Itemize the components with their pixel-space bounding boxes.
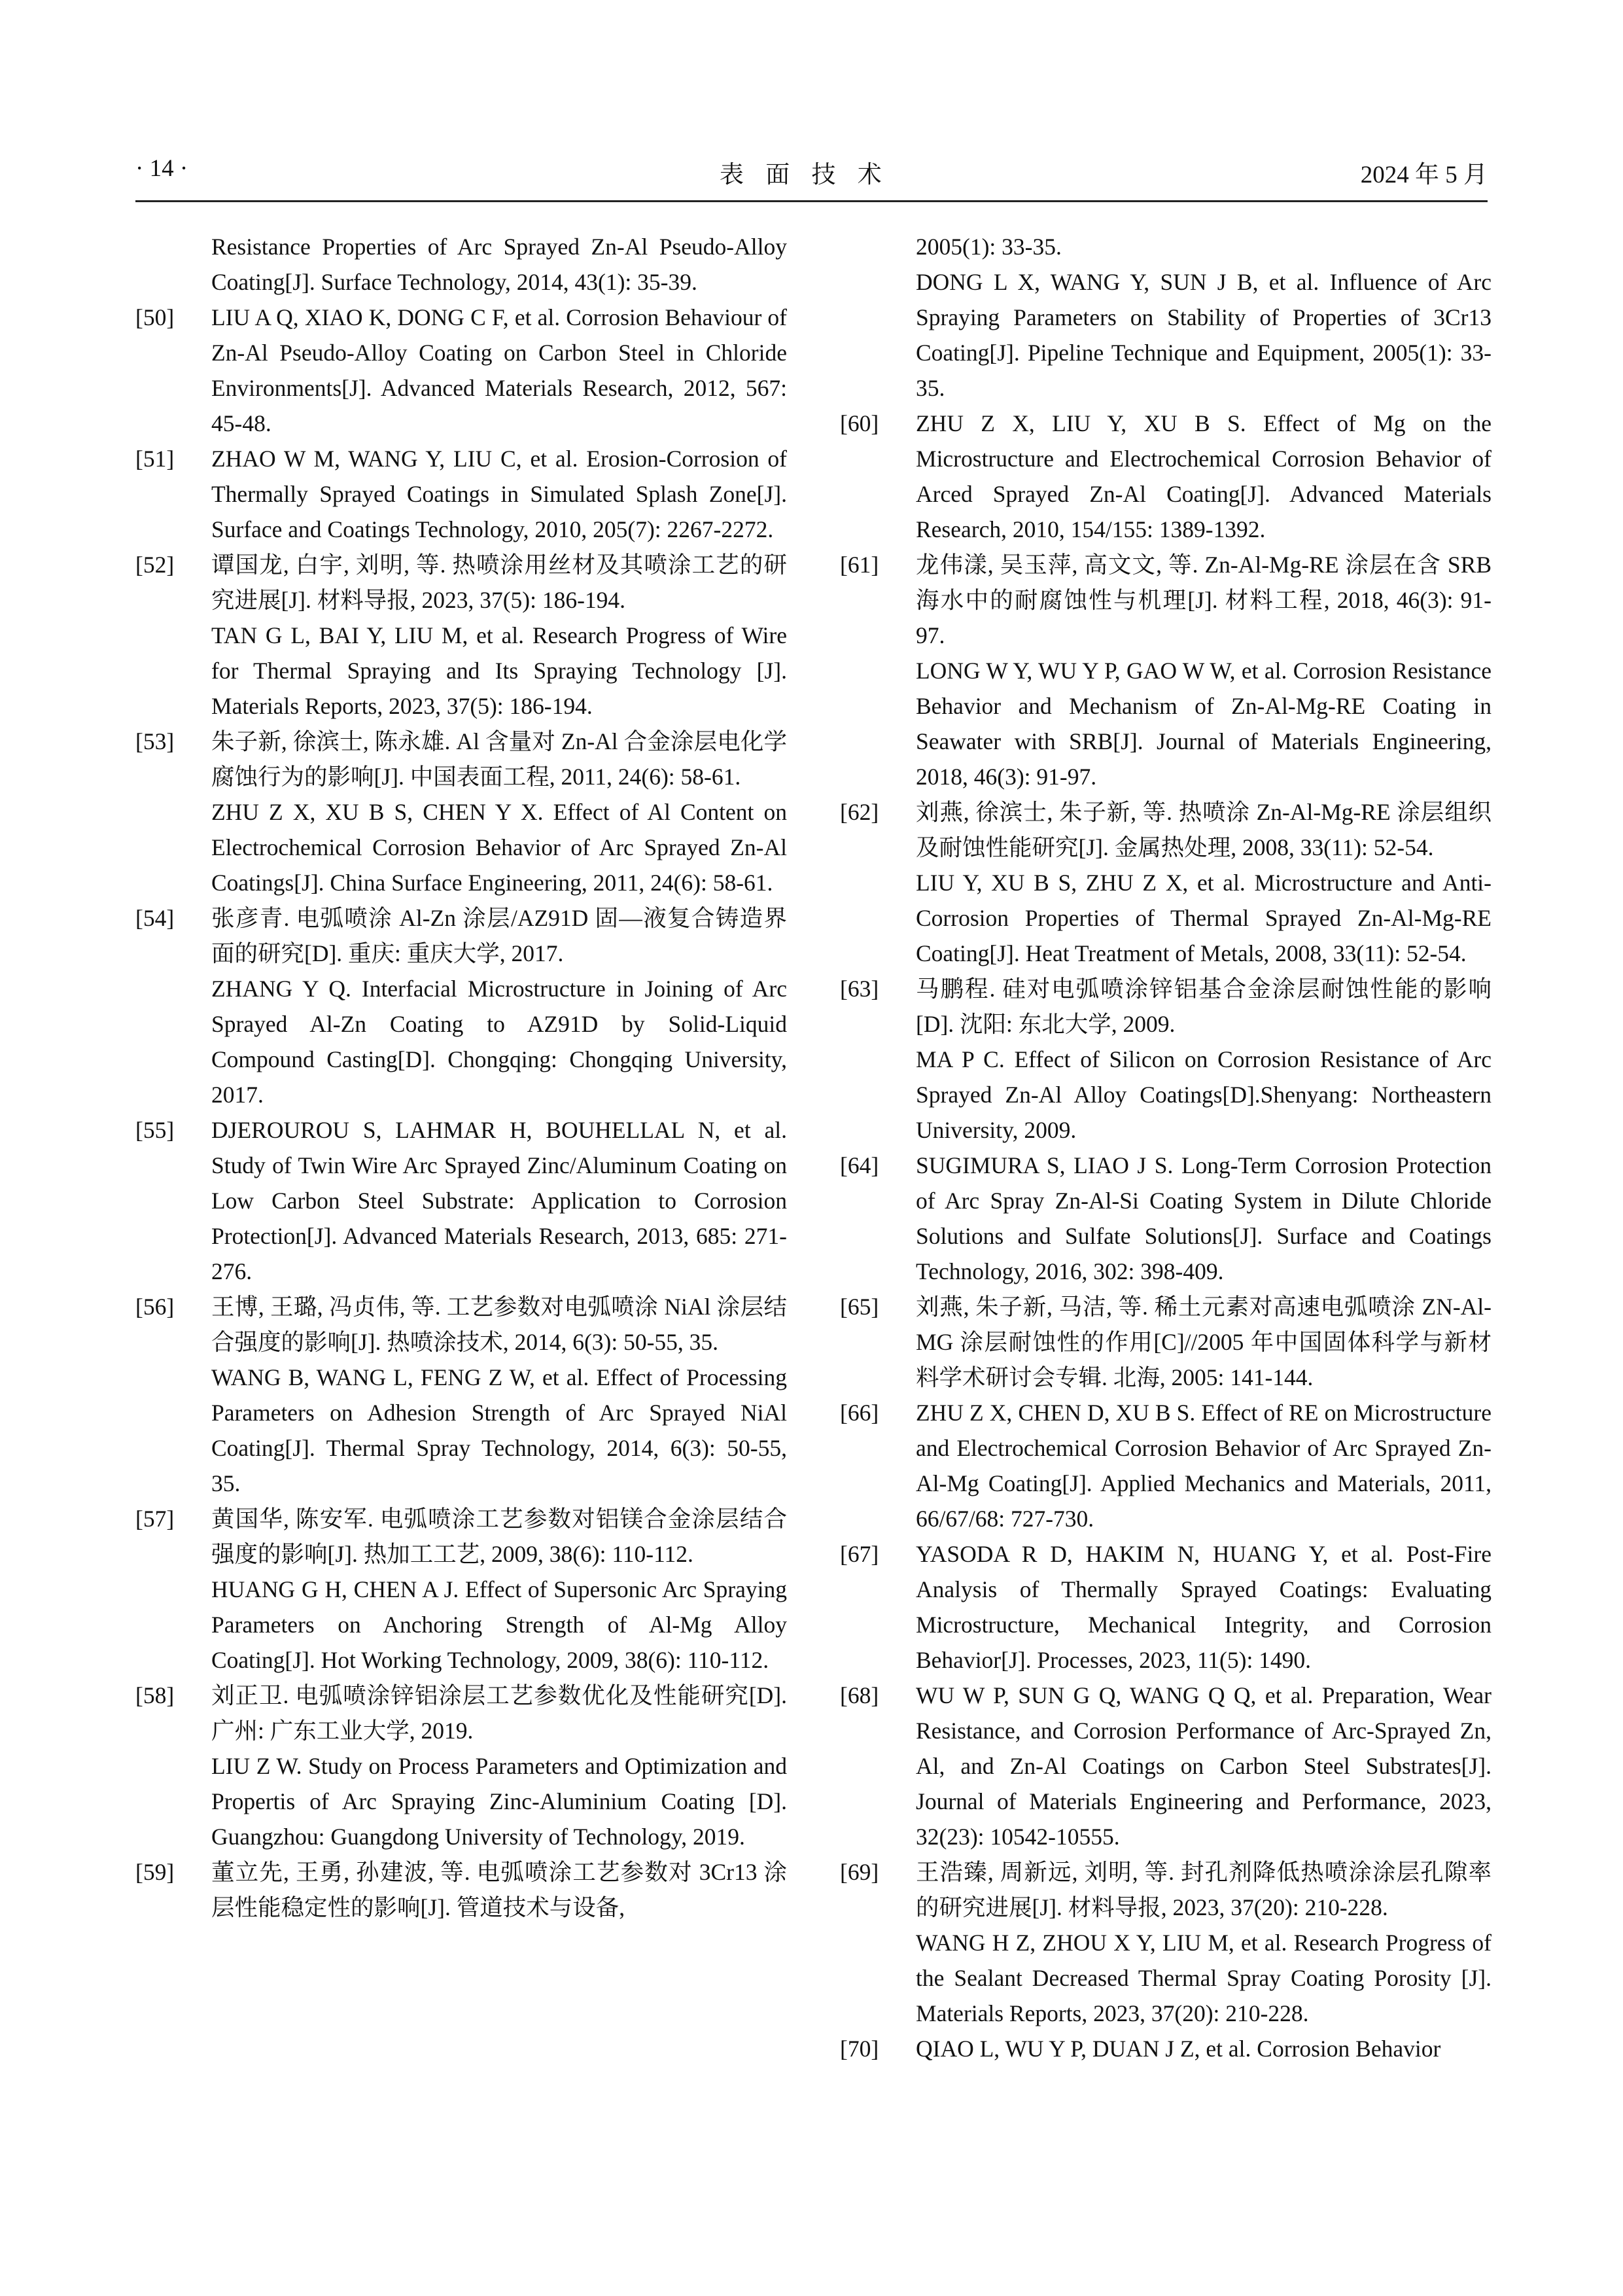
reference-text: 刘正卫. 电弧喷涂锌铝涂层工艺参数优化及性能研究[D]. 广州: 广东工业大学, 2019. — [211, 1682, 787, 1744]
reference-item — [840, 547, 1492, 794]
reference-text: 龙伟漾, 吴玉萍, 高文文, 等. Zn-Al-Mg-RE 涂层在含 SRB 海水中的耐腐蚀性与机理[J]. 材料工程, 2018, 46(3): 91-97. — [916, 552, 1492, 648]
reference-text: YASODA R D, HAKIM N, HUANG Y, et al. Post-Fire Analysis of Thermally Sprayed Coatings: Evaluating Microstructure, Mechanical Integrity, and Corrosion Behavior[J]. Processes, 2023, 11(5): 1490. — [916, 1541, 1492, 1673]
reference-number: [68] — [840, 1682, 879, 1708]
reference-number: [53] — [135, 728, 175, 754]
reference-text: 董立先, 王勇, 孙建波, 等. 电弧喷涂工艺参数对 3Cr13 涂层性能稳定性的影响[J]. 管道技术与设备, — [211, 1859, 787, 1920]
reference-text: 2005(1): 33-35. — [916, 234, 1062, 260]
reference-number: [67] — [840, 1541, 879, 1567]
reference-text: 马鹏程. 硅对电弧喷涂锌铝基合金涂层耐蚀性能的影响[D]. 沈阳: 东北大学, 2009. — [916, 976, 1492, 1037]
reference-column-right — [840, 229, 1492, 2066]
reference-text: 谭国龙, 白宇, 刘明, 等. 热喷涂用丝材及其喷涂工艺的研究进展[J]. 材料导报, 2023, 37(5): 186-194. — [211, 552, 787, 613]
reference-text: ZHU Z X, CHEN D, XU B S. Effect of RE on Microstructure and Electrochemical Corrosion Behavior of Arc Sprayed Zn-Al-Mg Coating[J]. Applied Mechanics and Materials, 2011, 66/67/68: 727-730. — [916, 1400, 1492, 1532]
reference-number: [57] — [135, 1506, 175, 1532]
reference-number: [58] — [135, 1682, 175, 1708]
reference-text: 刘燕, 朱子新, 马洁, 等. 稀土元素对高速电弧喷涂 ZN-Al-MG 涂层耐蚀性的作用[C]//2005 年中国固体科学与新材料学术研讨会专辑. 北海, 2005: 141-144. — [916, 1294, 1492, 1390]
reference-text: SUGIMURA S, LIAO J S. Long-Term Corrosion Protection of Arc Spray Zn-Al-Si Coating System in Dilute Chloride Solutions and Sulfate Solutions[J]. Surface and Coatings Technology, 2016, 302: 398-409. — [916, 1152, 1492, 1284]
reference-number: [62] — [840, 799, 879, 825]
reference-number: [55] — [135, 1117, 175, 1143]
reference-text: Resistance Properties of Arc Sprayed Zn-Al Pseudo-Alloy Coating[J]. Surface Technology, 2014, 43(1): 35-39. — [211, 234, 787, 295]
reference-text: LIU A Q, XIAO K, DONG C F, et al. Corrosion Behaviour of Zn-Al Pseudo-Alloy Coating on Carbon Steel in Chloride Environments[J]. Advanced Materials Research, 2012, 567: 45-48. — [211, 304, 787, 436]
reference-text: DONG L X, WANG Y, SUN J B, et al. Influence of Arc Spraying Parameters on Stability of Properties of 3Cr13 Coating[J]. Pipeline Technique and Equipment, 2005(1): 33-35. — [916, 269, 1492, 401]
reference-text: TAN G L, BAI Y, LIU M, et al. Research Progress of Wire for Thermal Spraying and Its Spraying Technology [J]. Materials Reports, 2023, 37(5): 186-194. — [211, 622, 787, 719]
reference-text: 刘燕, 徐滨士, 朱子新, 等. 热喷涂 Zn-Al-Mg-RE 涂层组织及耐蚀性能研究[J]. 金属热处理, 2008, 33(11): 52-54. — [916, 799, 1492, 860]
reference-text: LIU Y, XU B S, ZHU Z X, et al. Microstructure and Anti-Corrosion Properties of Thermal Sprayed Zn-Al-Mg-RE Coating[J]. Heat Treatment of Metals, 2008, 33(11): 52-54. — [916, 870, 1492, 966]
reference-number: [60] — [840, 410, 879, 436]
reference-item — [840, 971, 1492, 1148]
reference-item — [135, 1678, 787, 1854]
reference-item — [135, 300, 787, 441]
reference-number: [61] — [840, 552, 879, 578]
reference-item — [840, 794, 1492, 971]
reference-item — [135, 547, 787, 724]
reference-text: 黄国华, 陈安军. 电弧喷涂工艺参数对铝镁合金涂层结合强度的影响[J]. 热加工工艺, 2009, 38(6): 110-112. — [211, 1506, 787, 1567]
reference-number: [52] — [135, 552, 175, 578]
reference-text: ZHAO W M, WANG Y, LIU C, et al. Erosion-Corrosion of Thermally Sprayed Coatings in Simulated Splash Zone[J]. Surface and Coatings Technology, 2010, 205(7): 2267-2272. — [211, 446, 787, 542]
reference-item — [135, 441, 787, 547]
reference-text: WU W P, SUN G Q, WANG Q Q, et al. Preparation, Wear Resistance, and Corrosion Performance of Arc-Sprayed Zn, Al, and Zn-Al Coatings on Carbon Steel Substrates[J]. Journal of Materials Engineering and Performance, 2023, 32(23): 10542-10555. — [916, 1682, 1492, 1850]
journal-title: 表面技术 — [719, 162, 904, 188]
reference-text: 张彦青. 电弧喷涂 Al-Zn 涂层/AZ91D 固—液复合铸造界面的研究[D]. 重庆: 重庆大学, 2017. — [211, 905, 787, 966]
reference-text: 朱子新, 徐滨士, 陈永雄. Al 含量对 Zn-Al 合金涂层电化学腐蚀行为的影响[J]. 中国表面工程, 2011, 24(6): 58-61. — [211, 728, 787, 790]
reference-text: DJEROUROU S, LAHMAR H, BOUHELLAL N, et al. Study of Twin Wire Arc Sprayed Zinc/Aluminum Coating on Low Carbon Steel Substrate: Application to Corrosion Protection[J]. Advanced Materials Research, 2013, 685: 271-276. — [211, 1117, 787, 1284]
reference-text: 王博, 王璐, 冯贞伟, 等. 工艺参数对电弧喷涂 NiAl 涂层结合强度的影响[J]. 热喷涂技术, 2014, 6(3): 50-55, 35. — [211, 1294, 787, 1355]
reference-text: MA P C. Effect of Silicon on Corrosion Resistance of Arc Sprayed Zn-Al Alloy Coatings[D].Shenyang: Northeastern University, 2009. — [916, 1046, 1492, 1143]
reference-item — [840, 406, 1492, 547]
reference-item — [840, 1854, 1492, 2031]
issue-date: 2024 年 5 月 — [1360, 162, 1488, 188]
reference-item — [135, 1501, 787, 1678]
reference-number: [51] — [135, 446, 175, 472]
reference-number: [56] — [135, 1294, 175, 1320]
page-number: · 14 · — [135, 155, 188, 182]
reference-number: [50] — [135, 304, 175, 330]
reference-text: LONG W Y, WU Y P, GAO W W, et al. Corrosion Resistance Behavior and Mechanism of Zn-Al-Mg-RE Coating in Seawater with SRB[J]. Journal of Materials Engineering, 2018, 46(3): 91-97. — [916, 658, 1492, 790]
reference-text: WANG B, WANG L, FENG Z W, et al. Effect of Processing Parameters on Adhesion Strength of Arc Sprayed NiAl Coating[J]. Thermal Spray Technology, 2014, 6(3): 50-55, 35. — [211, 1364, 787, 1496]
reference-item — [135, 1854, 787, 1925]
reference-number: [63] — [840, 976, 879, 1002]
reference-text: HUANG G H, CHEN A J. Effect of Supersonic Arc Spraying Parameters on Anchoring Strength of Al-Mg Alloy Coating[J]. Hot Working Technology, 2009, 38(6): 110-112. — [211, 1576, 787, 1673]
reference-text: QIAO L, WU Y P, DUAN J Z, et al. Corrosion Behavior — [916, 2036, 1441, 2062]
reference-number: [64] — [840, 1152, 879, 1178]
reference-item — [840, 1395, 1492, 1536]
reference-item — [135, 1112, 787, 1289]
reference-number: [65] — [840, 1294, 879, 1320]
reference-item — [840, 2031, 1492, 2066]
reference-item — [840, 1536, 1492, 1678]
reference-item — [135, 1289, 787, 1501]
reference-number: [59] — [135, 1859, 175, 1885]
page-header — [135, 154, 1488, 202]
reference-text: WANG H Z, ZHOU X Y, LIU M, et al. Research Progress of the Sealant Decreased Thermal Spray Coating Porosity [J]. Materials Reports, 2023, 37(20): 210-228. — [916, 1930, 1492, 2026]
reference-item — [840, 1678, 1492, 1854]
reference-number: [70] — [840, 2036, 879, 2062]
reference-number: [69] — [840, 1859, 879, 1885]
reference-column-left — [135, 229, 787, 1925]
reference-text: ZHU Z X, XU B S, CHEN Y X. Effect of Al Content on Electrochemical Corrosion Behavior of Arc Sprayed Zn-Al Coatings[J]. China Surface Engineering, 2011, 24(6): 58-61. — [211, 799, 787, 896]
reference-item — [135, 724, 787, 900]
reference-item — [135, 900, 787, 1112]
reference-number: [54] — [135, 905, 175, 931]
reference-text: 王浩臻, 周新远, 刘明, 等. 封孔剂降低热喷涂涂层孔隙率的研究进展[J]. 材料导报, 2023, 37(20): 210-228. — [916, 1859, 1492, 1920]
reference-item — [840, 1289, 1492, 1395]
reference-text: ZHANG Y Q. Interfacial Microstructure in Joining of Arc Sprayed Al-Zn Coating to AZ91D by Solid-Liquid Compound Casting[D]. Chongqing: Chongqing University, 2017. — [211, 976, 787, 1108]
reference-item — [840, 1148, 1492, 1289]
reference-text: ZHU Z X, LIU Y, XU B S. Effect of Mg on the Microstructure and Electrochemical Corrosion Behavior of Arced Sprayed Zn-Al Coating[J]. Advanced Materials Research, 2010, 154/155: 1389-1392. — [916, 410, 1492, 542]
reference-number: [66] — [840, 1400, 879, 1426]
reference-text: LIU Z W. Study on Process Parameters and Optimization and Propertis of Arc Spraying Zinc-Aluminium Coating [D]. Guangzhou: Guangdong University of Technology, 2019. — [211, 1753, 787, 1850]
reference-continuation — [135, 229, 787, 300]
reference-continuation — [840, 229, 1492, 406]
